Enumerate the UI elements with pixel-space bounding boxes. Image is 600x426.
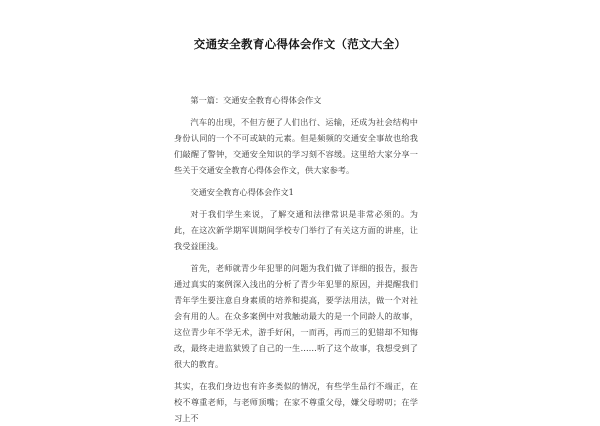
document-body	[174, 92, 418, 426]
paragraph-1: 对于我们学生来说，了解交通和法律常识是非常必须的。为此，在这次新学期军训期间学校专门举行了有关这方面的讲座，让我受益匪浅。	[174, 209, 418, 251]
paragraph-2: 首先，老师就青少年犯罪的问题为我们做了详细的报告，报告通过真实的案例深入浅出的分析了青少年犯罪的原因，并提醒我们青年学生要注意自身素质的培养和提高，要学法用法，做一个对社会有用的人。在众多案例中对我触动最大的是一个同龄人的故事，这位青少年不学无术，游手好闲，一而再，再而三的犯错却不知悔改，最终走进监狱毁了自己的一生……听了这个故事，我想受到了很大的教育。	[174, 263, 418, 369]
essay-subtitle: 交通安全教育心得体会作文1	[190, 187, 294, 197]
document-title: 交通安全教育心得体会作文（范文大全）	[193, 37, 407, 51]
paragraph-3: 其实，在我们身边也有许多类似的情况，有些学生品行不端正，在校不尊重老师，与老师顶嘴；在家不尊重父母，嫌父母唠叨；在学习上不	[174, 381, 418, 423]
intro-paragraph: 汽车的出现，不但方便了人们出行、运输，还成为社会结构中身份认同的一个不可或缺的元素。但是频频的交通安全事故也给我们敲醒了警钟，交通安全知识的学习刻不容缓。这里给大家分享一些关于交通安全教育心得体会作文，供大家参考。	[174, 117, 418, 175]
section-heading: 第一篇：交通安全教育心得体会作文	[190, 95, 322, 105]
